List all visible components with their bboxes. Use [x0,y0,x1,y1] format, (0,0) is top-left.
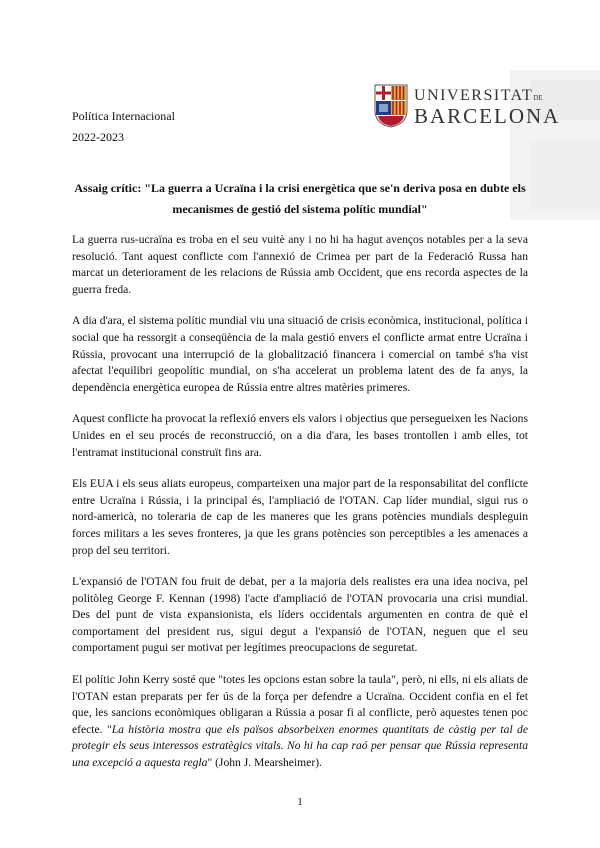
year-label: 2022-2023 [72,130,124,144]
logo-line-university [414,87,543,105]
paragraph: L'expansió de l'OTAN fou fruit de debat, per a la majoria dels realistes era una idea nociva, pel politòleg George F. Kennan (1998) l'acte d'ampliació de l'OTAN provocaria una crisi mundial. Des del punt de vista expansionista, els líders occidentals argumenten en contra de què el comportament del president rus, sigui degut a l'expansió de l'OTAN, neguen que el seu comportament pugui ser motivat per legítimes preocupacions de seguretat. [72,575,528,655]
paragraph: Aquest conflicte ha provocat la reflexió envers els valors i objectius que persegueixen les Nacions Unides en el seu procés de reconstrucció, on a dia d'ara, les bases trontollen i amb elles, tot l'entramat institucional construït fins ara. [72,412,528,459]
logo-university-text: UNIVERSITAT [414,87,534,104]
paragraph: La guerra rus-ucraïna es troba en el seu vuitè any i no hi ha hagut avenços notables per a la seva resolució. Tant aquest conflicte com l'annexió de Crimea per part de la Federació Russa han marcat un deteriorament de les relacions de Rússia amb Occident, que ens recorda aspectes de la guerra freda. [72,233,528,296]
paragraph-text: El polític John Kerry sosté que "totes les opcions estan sobre la taula", però, ni ells, ni els aliats de l'OTAN estan preparats per fer ús de la força per defendre a Ucraïna. Occident confia en el fet que, les sancions econòmiques obligaran a Rússia a posar fi al conflicte, però aquestes tenen poc efecte. " [72,673,528,736]
course-info [72,106,175,148]
paragraph-with-quote [72,672,528,772]
quote-text: La història mostra que els països absorbeixen enormes quantitats de càstig per tal de protegir els seus interessos estratègics vitals. No hi ha cap raó per pensar que Rússia representa una excepció a aquesta regla [72,722,528,770]
essay-title: Assaig crític: "La guerra a Ucraïna i la crisi energètica que se'n deriva posa en dubte els mecanismes de gestió del sistema polític mundial" [74,181,526,216]
essay-body [72,232,528,787]
page-number: 1 [297,796,303,808]
university-logo [374,84,561,130]
logo-de-text: DE [533,94,543,102]
quote-attribution: " (John J. Mearsheimer). [207,756,322,770]
paragraph: A dia d'ara, el sistema polític mundial viu una situació de crisis econòmica, institucional, política i social que ha ressorgit a conseqüència de la mala gestió envers el conflicte armat entre Ucraïna i Rússia, provocant una interrupció de la globalització financera i comercial on també s'ha vist afectat l'equilibri geopolític mundial, on s'ha accelerat un problema latent des de fa anys, la dependència energètica europea de Rússia entre altres matèries primeres. [72,314,528,394]
subject-label: Política Internacional [72,109,175,123]
logo-line-barcelona: BARCELONA [414,104,561,128]
paragraph: Els EUA i els seus aliats europeus, comparteixen una major part de la responsabilitat del conflicte entre Ucraïna i Rússia, i la principal és, l'ampliació de l'OTAN. Cap líder mundial, sigui rus o nord-americà, no toleraria de cap de les maneres que les grans potències mundials despleguin forces militars a les seves fronteres, ja que les grans potències son perceptibles a les amenaces a prop del seu territori. [72,477,528,557]
shield-icon [374,84,408,128]
